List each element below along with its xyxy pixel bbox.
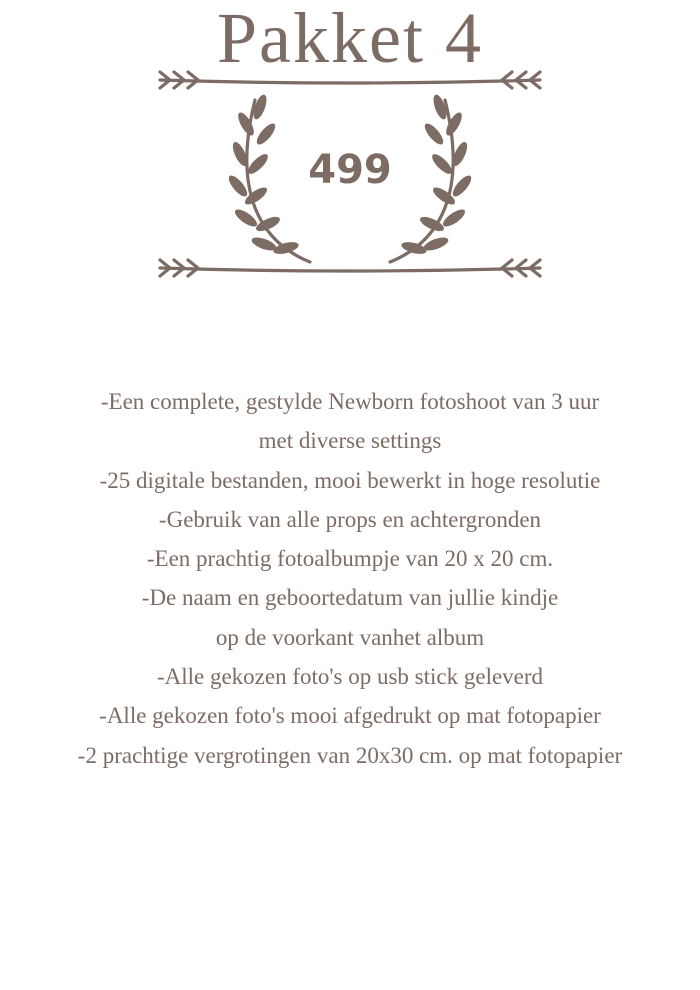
feature-line: -2 prachtige vergrotingen van 20x30 cm. op mat fotopapier bbox=[77, 742, 623, 768]
package-title: Pakket 4 bbox=[217, 0, 483, 78]
feature-line: -Een complete, gestylde Newborn fotoshoot van 3 uur bbox=[100, 389, 600, 414]
feature-line: met diverse settings bbox=[258, 428, 442, 454]
feature-line: -25 digitale bestanden, mooi bewerkt in hoge resolutie bbox=[99, 467, 601, 493]
feature-line: -Alle gekozen foto's mooi afgedrukt op mat fotopapier bbox=[99, 703, 601, 729]
package-price: 499 bbox=[308, 147, 392, 193]
feature-line: -Een prachtig fotoalbumpje van 20 x 20 cm. bbox=[146, 546, 554, 572]
feature-list bbox=[0, 382, 700, 775]
feature-line: -Alle gekozen foto's op usb stick geleverd bbox=[156, 664, 544, 690]
feature-line: op de voorkant vanhet album bbox=[215, 624, 485, 650]
feature-line: -Gebruik van alle props en achtergronden bbox=[158, 506, 542, 532]
feature-line: -De naam en geboortedatum van jullie kindje bbox=[141, 585, 559, 611]
